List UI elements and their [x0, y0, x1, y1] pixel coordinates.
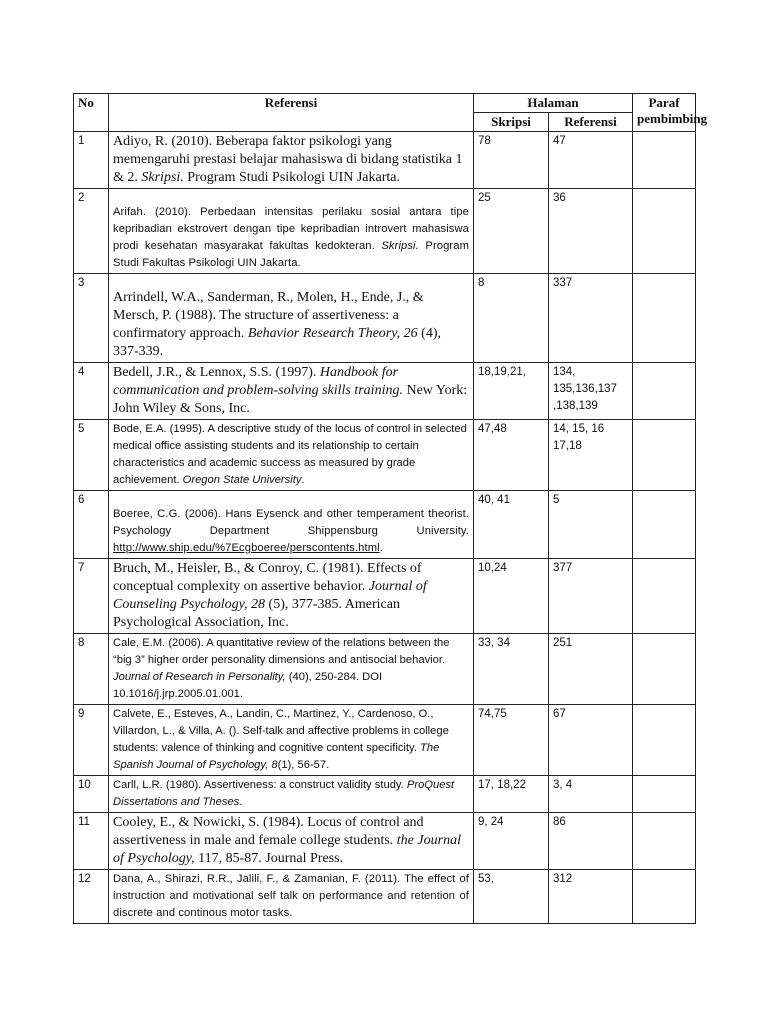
referensi-pages: 312: [549, 870, 633, 924]
reference-entry: [109, 420, 474, 491]
referensi-pages: 14, 15, 16 17,18: [549, 420, 633, 491]
table-row: [74, 776, 696, 813]
skripsi-pages: 33, 34: [474, 634, 549, 705]
table-row: [74, 274, 696, 363]
table-row: [74, 634, 696, 705]
skripsi-pages: 18,19,21,: [474, 363, 549, 420]
skripsi-pages: 74,75: [474, 705, 549, 776]
reference-link[interactable]: http://www.ship.edu/%7Ecgboeree/perscontents.html: [113, 542, 380, 554]
row-number: 3: [74, 274, 109, 363]
reference-entry: [109, 559, 474, 634]
paraf-cell: [633, 189, 696, 274]
table-row: [74, 559, 696, 634]
table-row: [74, 420, 696, 491]
header-paraf-pembimbing: Paraf pembimbing: [633, 94, 696, 132]
row-number: 10: [74, 776, 109, 813]
reference-entry: [109, 132, 474, 189]
paraf-cell: [633, 870, 696, 924]
reference-text: Dana, A., Shirazi, R.R., Jalili, F., & Zamanian, F. (2011). The effect of instruction and motivational self talk on performance and retention of discrete and continous motor tasks.: [113, 873, 469, 919]
skripsi-pages: 17, 18,22: [474, 776, 549, 813]
paraf-cell: [633, 813, 696, 870]
row-number: 11: [74, 813, 109, 870]
paraf-cell: [633, 420, 696, 491]
header-row: [74, 94, 696, 113]
reference-text: Carll, L.R. (1980). Assertiveness: a construct validity study. ProQuest Dissertations and Theses.: [113, 779, 455, 808]
referensi-pages: 3, 4: [549, 776, 633, 813]
row-number: 1: [74, 132, 109, 189]
reference-entry: [109, 274, 474, 363]
paraf-cell: [633, 559, 696, 634]
reference-entry: [109, 870, 474, 924]
row-number: 9: [74, 705, 109, 776]
reference-entry: [109, 776, 474, 813]
paraf-cell: [633, 776, 696, 813]
row-number: 4: [74, 363, 109, 420]
reference-entry: [109, 813, 474, 870]
reference-entry: [109, 634, 474, 705]
reference-text: Arifah. (2010). Perbedaan intensitas perilaku sosial antara tipe kepribadian ekstrovert dengan tipe kepribadian introvert mahasiswa prodi kesehatan masyarakat fakultas kedokteran. Skripsi. Program Studi Fakultas Psikologi UIN Jakarta.: [113, 206, 470, 269]
skripsi-pages: 25: [474, 189, 549, 274]
paraf-cell: [633, 132, 696, 189]
row-number: 6: [74, 491, 109, 559]
paraf-cell: [633, 705, 696, 776]
reference-text: Bedell, J.R., & Lennox, S.S. (1997). Handbook for communication and problem-solving skills training. New York: John Wiley & Sons, Inc.: [113, 365, 468, 416]
reference-text: Cooley, E., & Nowicki, S. (1984). Locus of control and assertiveness in male and female college students. the Journal of Psychology, 117, 85-87. Journal Press.: [113, 815, 461, 866]
header-halaman: Halaman: [474, 94, 633, 113]
skripsi-pages: 53,: [474, 870, 549, 924]
skripsi-pages: 40, 41: [474, 491, 549, 559]
referensi-pages: 251: [549, 634, 633, 705]
row-number: 5: [74, 420, 109, 491]
table-row: [74, 491, 696, 559]
table-row: [74, 705, 696, 776]
referensi-pages: 67: [549, 705, 633, 776]
referensi-pages: 47: [549, 132, 633, 189]
paraf-cell: [633, 634, 696, 705]
row-number: 8: [74, 634, 109, 705]
skripsi-pages: 10,24: [474, 559, 549, 634]
header-skripsi: Skripsi: [474, 113, 549, 132]
header-no: No: [74, 94, 109, 132]
table-row: [74, 189, 696, 274]
referensi-pages: 36: [549, 189, 633, 274]
skripsi-pages: 9, 24: [474, 813, 549, 870]
table-row: [74, 813, 696, 870]
referensi-pages: 5: [549, 491, 633, 559]
row-number: 2: [74, 189, 109, 274]
header-halaman-referensi: Referensi: [549, 113, 633, 132]
header-referensi: Referensi: [109, 94, 474, 132]
referensi-pages: 134, 135,136,137 ,138,139: [549, 363, 633, 420]
reference-text: Bode, E.A. (1995). A descriptive study of the locus of control in selected medical office assisting students and its relationship to certain characteristics and academic success as measured by grade achievement. Oregon State University.: [113, 423, 467, 486]
reference-entry: [109, 189, 474, 274]
skripsi-pages: 47,48: [474, 420, 549, 491]
paraf-cell: [633, 363, 696, 420]
reference-text: Calvete, E., Esteves, A., Landin, C., Martinez, Y., Cardenoso, O., Villardon, L., & Villa, A. (). Self-talk and affective problems in college students: valence of thinking and cognitive content specificity. The Spanish Journal of Psychology, 8(1), 56-57.: [113, 708, 449, 771]
paraf-cell: [633, 274, 696, 363]
reference-table: [73, 93, 708, 924]
referensi-pages: 377: [549, 559, 633, 634]
reference-text: Bruch, M., Heisler, B., & Conroy, C. (1981). Effects of conceptual complexity on assertive behavior. Journal of Counseling Psychology, 28 (5), 377-385. American Psychological Association, Inc.: [113, 561, 427, 630]
table-row: [74, 132, 696, 189]
reference-entry: [109, 363, 474, 420]
reference-text: Boeree, C.G. (2006). Hans Eysenck and other temperament theorist. Psychology Department Shippensburg University. http://www.ship.edu/%7Ecgboeree/perscontents.html.: [113, 508, 469, 554]
table-row: [74, 870, 696, 924]
skripsi-pages: 8: [474, 274, 549, 363]
reference-entry: [109, 705, 474, 776]
paraf-cell: [633, 491, 696, 559]
referensi-pages: 86: [549, 813, 633, 870]
row-number: 12: [74, 870, 109, 924]
table-row: [74, 363, 696, 420]
reference-text: Adiyo, R. (2010). Beberapa faktor psikologi yang memengaruhi prestasi belajar mahasiswa di bidang statistika 1 & 2. Skripsi. Program Studi Psikologi UIN Jakarta.: [113, 134, 463, 185]
reference-text: Arrindell, W.A., Sanderman, R., Molen, H., Ende, J., & Mersch, P. (1988). The structure of assertiveness: a confirmatory approach. Behavior Research Theory, 26 (4), 337-339.: [113, 290, 441, 359]
reference-text: Cale, E.M. (2006). A quantitative review of the relations between the “big 3” higher order personality dimensions and antisocial behavior. Journal of Research in Personality, (40), 250-284. DOI 10.1016/j.jrp.2005.01.001.: [113, 637, 450, 700]
row-number: 7: [74, 559, 109, 634]
referensi-pages: 337: [549, 274, 633, 363]
skripsi-pages: 78: [474, 132, 549, 189]
reference-entry: [109, 491, 474, 559]
